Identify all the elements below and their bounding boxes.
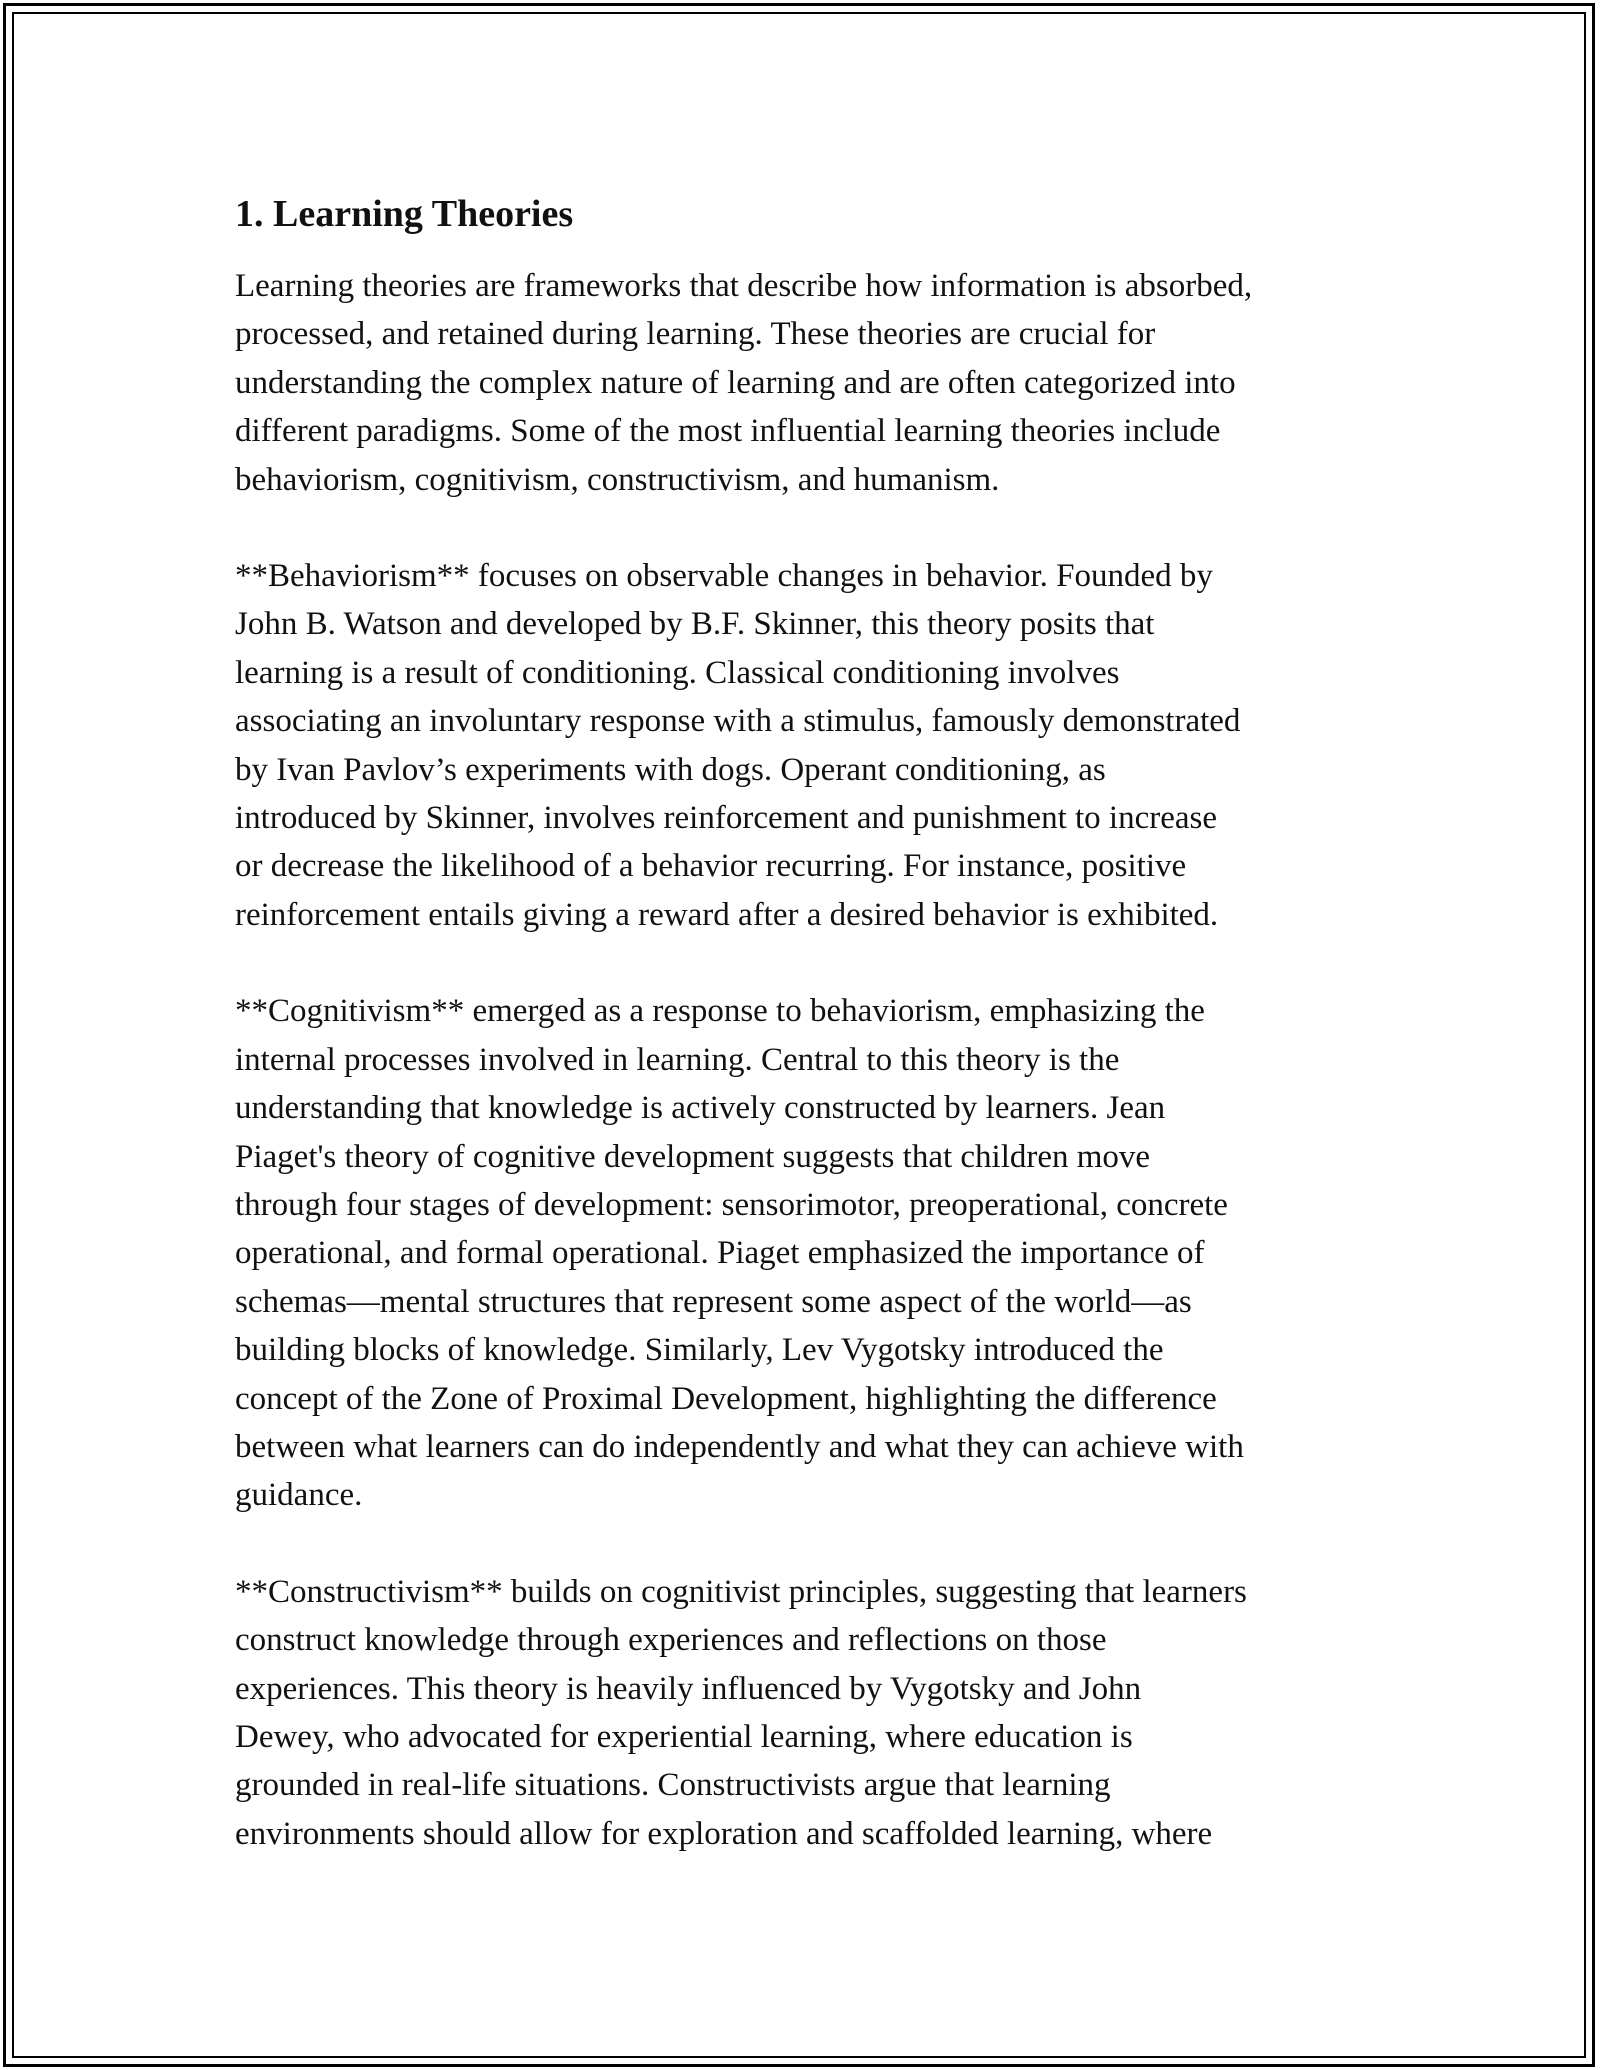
paragraph-behaviorism: **Behaviorism** focuses on observable changes in behavior. Founded by John B. Watson and developed by B.F. Skinner, this theory posits that learning is a result of conditioning. Classical conditioning involves associating an involuntary response with a stimulus, famously demonstrated by Ivan Pavlov’s experiments with dogs. Operant conditioning, as introduced by Skinner, involves reinforcement and punishment to increase or decrease the likelihood of a behavior recurring. For instance, positive reinforcement entails giving a reward after a desired behavior is exhibited. bbox=[235, 558, 1241, 933]
paragraph-constructivism: **Constructivism** builds on cognitivist principles, suggesting that learners construct knowledge through experiences and reflections on those experiences. This theory is heavily influenced by Vygotsky and John Dewey, who advocated for experiential learning, where education is grounded in real-life situations. Constructivists argue that learning environments should allow for exploration and scaffolded learning, where bbox=[235, 1573, 1247, 1852]
paragraph-cognitivism: **Cognitivism** emerged as a response to behaviorism, emphasizing the internal processes involved in learning. Central to this theory is the understanding that knowledge is actively constructed by learners. Jean Piaget's theory of cognitive development suggests that children move through four stages of development: sensorimotor, preoperational, concrete operational, and formal operational. Piaget emphasized the importance of schemas—mental structures that represent some aspect of the world—as building blocks of knowledge. Similarly, Lev Vygotsky introduced the concept of the Zone of Proximal Development, highlighting the difference between what learners can do independently and what they can achieve with guidance. bbox=[235, 993, 1244, 1514]
paragraph-intro: Learning theories are frameworks that describe how information is absorbed, processed, and retained during learning. These theories are crucial for understanding the complex nature of learning and are often categorized into different paradigms. Some of the most influential learning theories include behaviorism, cognitivism, constructivism, and humanism. bbox=[235, 268, 1253, 498]
section-heading: 1. Learning Theories bbox=[235, 193, 574, 235]
document-body bbox=[235, 186, 1385, 1906]
